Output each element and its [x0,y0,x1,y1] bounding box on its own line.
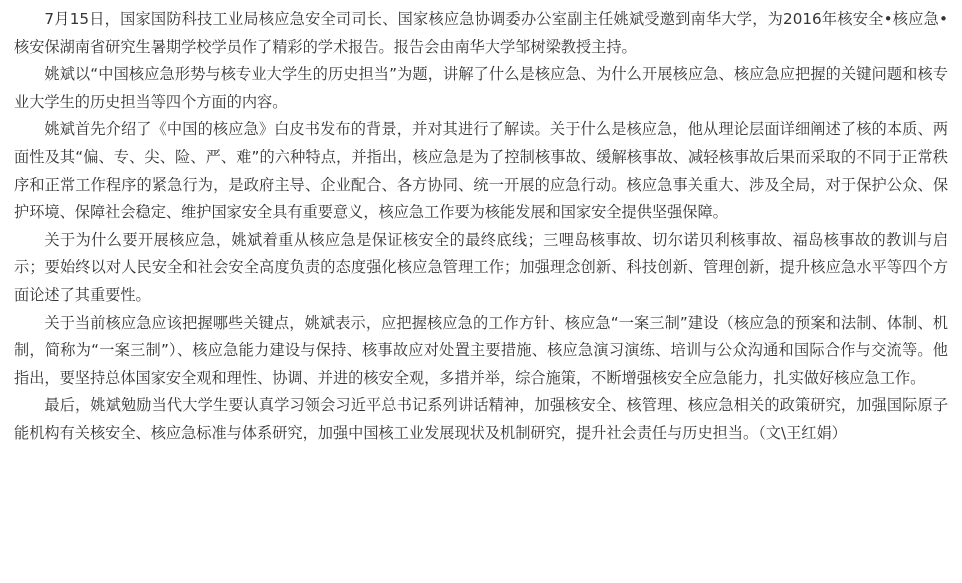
paragraph-conclusion: 最后，姚斌勉励当代大学生要认真学习领会习近平总书记系列讲话精神，加强核安全、核管理、核应急相关的政策研究，加强国际原子能机构有关核安全、核应急标准与体系研究，加强中国核工业发展现状及机制研究，提升社会责任与历史担当。（文\王红娟） [14,396,948,442]
paragraph-what-is-nuclear-emergency: 姚斌首先介绍了《中国的核应急》白皮书发布的背景，并对其进行了解读。关于什么是核应急，他从理论层面详细阐述了核的本质、两面性及其“偏、专、尖、险、严、难”的六种特点，并指出，核应急是为了控制核事故、缓解核事故、减轻核事故后果而采取的不同于正常秩序和正常工作程序的紧急行为，是政府主导、企业配合、各方协同、统一开展的应急行动。核应急事关重大、涉及全局，对于保护公众、保护环境、保障社会稳定、维护国家安全具有重要意义，核应急工作要为核能发展和国家安全提供坚强保障。 [14,120,948,222]
paragraph-why-nuclear-emergency: 关于为什么要开展核应急，姚斌着重从核应急是保证核安全的最终底线；三哩岛核事故、切尔诺贝利核事故、福岛核事故的教训与启示；要始终以对人民安全和社会安全高度负责的态度强化核应急管理工作；加强理念创新、科技创新、管理创新，提升核应急水平等四个方面论述了其重要性。 [14,230,948,304]
paragraph-topic: 姚斌以“中国核应急形势与核专业大学生的历史担当”为题，讲解了什么是核应急、为什么开展核应急、核应急应把握的关键问题和核专业大学生的历史担当等四个方面的内容。 [14,65,948,111]
paragraph-key-points: 关于当前核应急应该把握哪些关键点，姚斌表示，应把握核应急的工作方针、核应急“一案三制”建设（核应急的预案和法制、体制、机制，简称为“一案三制”）、核应急能力建设与保持、核事故应对处置主要措施、核应急演习演练、培训与公众沟通和国际合作与交流等。他指出，要坚持总体国家安全观和理性、协调、并进的核安全观，多措并举，综合施策，不断增强核安全应急能力，扎实做好核应急工作。 [14,313,948,387]
paragraph-intro: 7月15日，国家国防科技工业局核应急安全司司长、国家核应急协调委办公室副主任姚斌受邀到南华大学，为2016年核安全•核应急•核安保湖南省研究生暑期学校学员作了精彩的学术报告。报告会由南华大学邹树梁教授主持。 [14,10,948,56]
